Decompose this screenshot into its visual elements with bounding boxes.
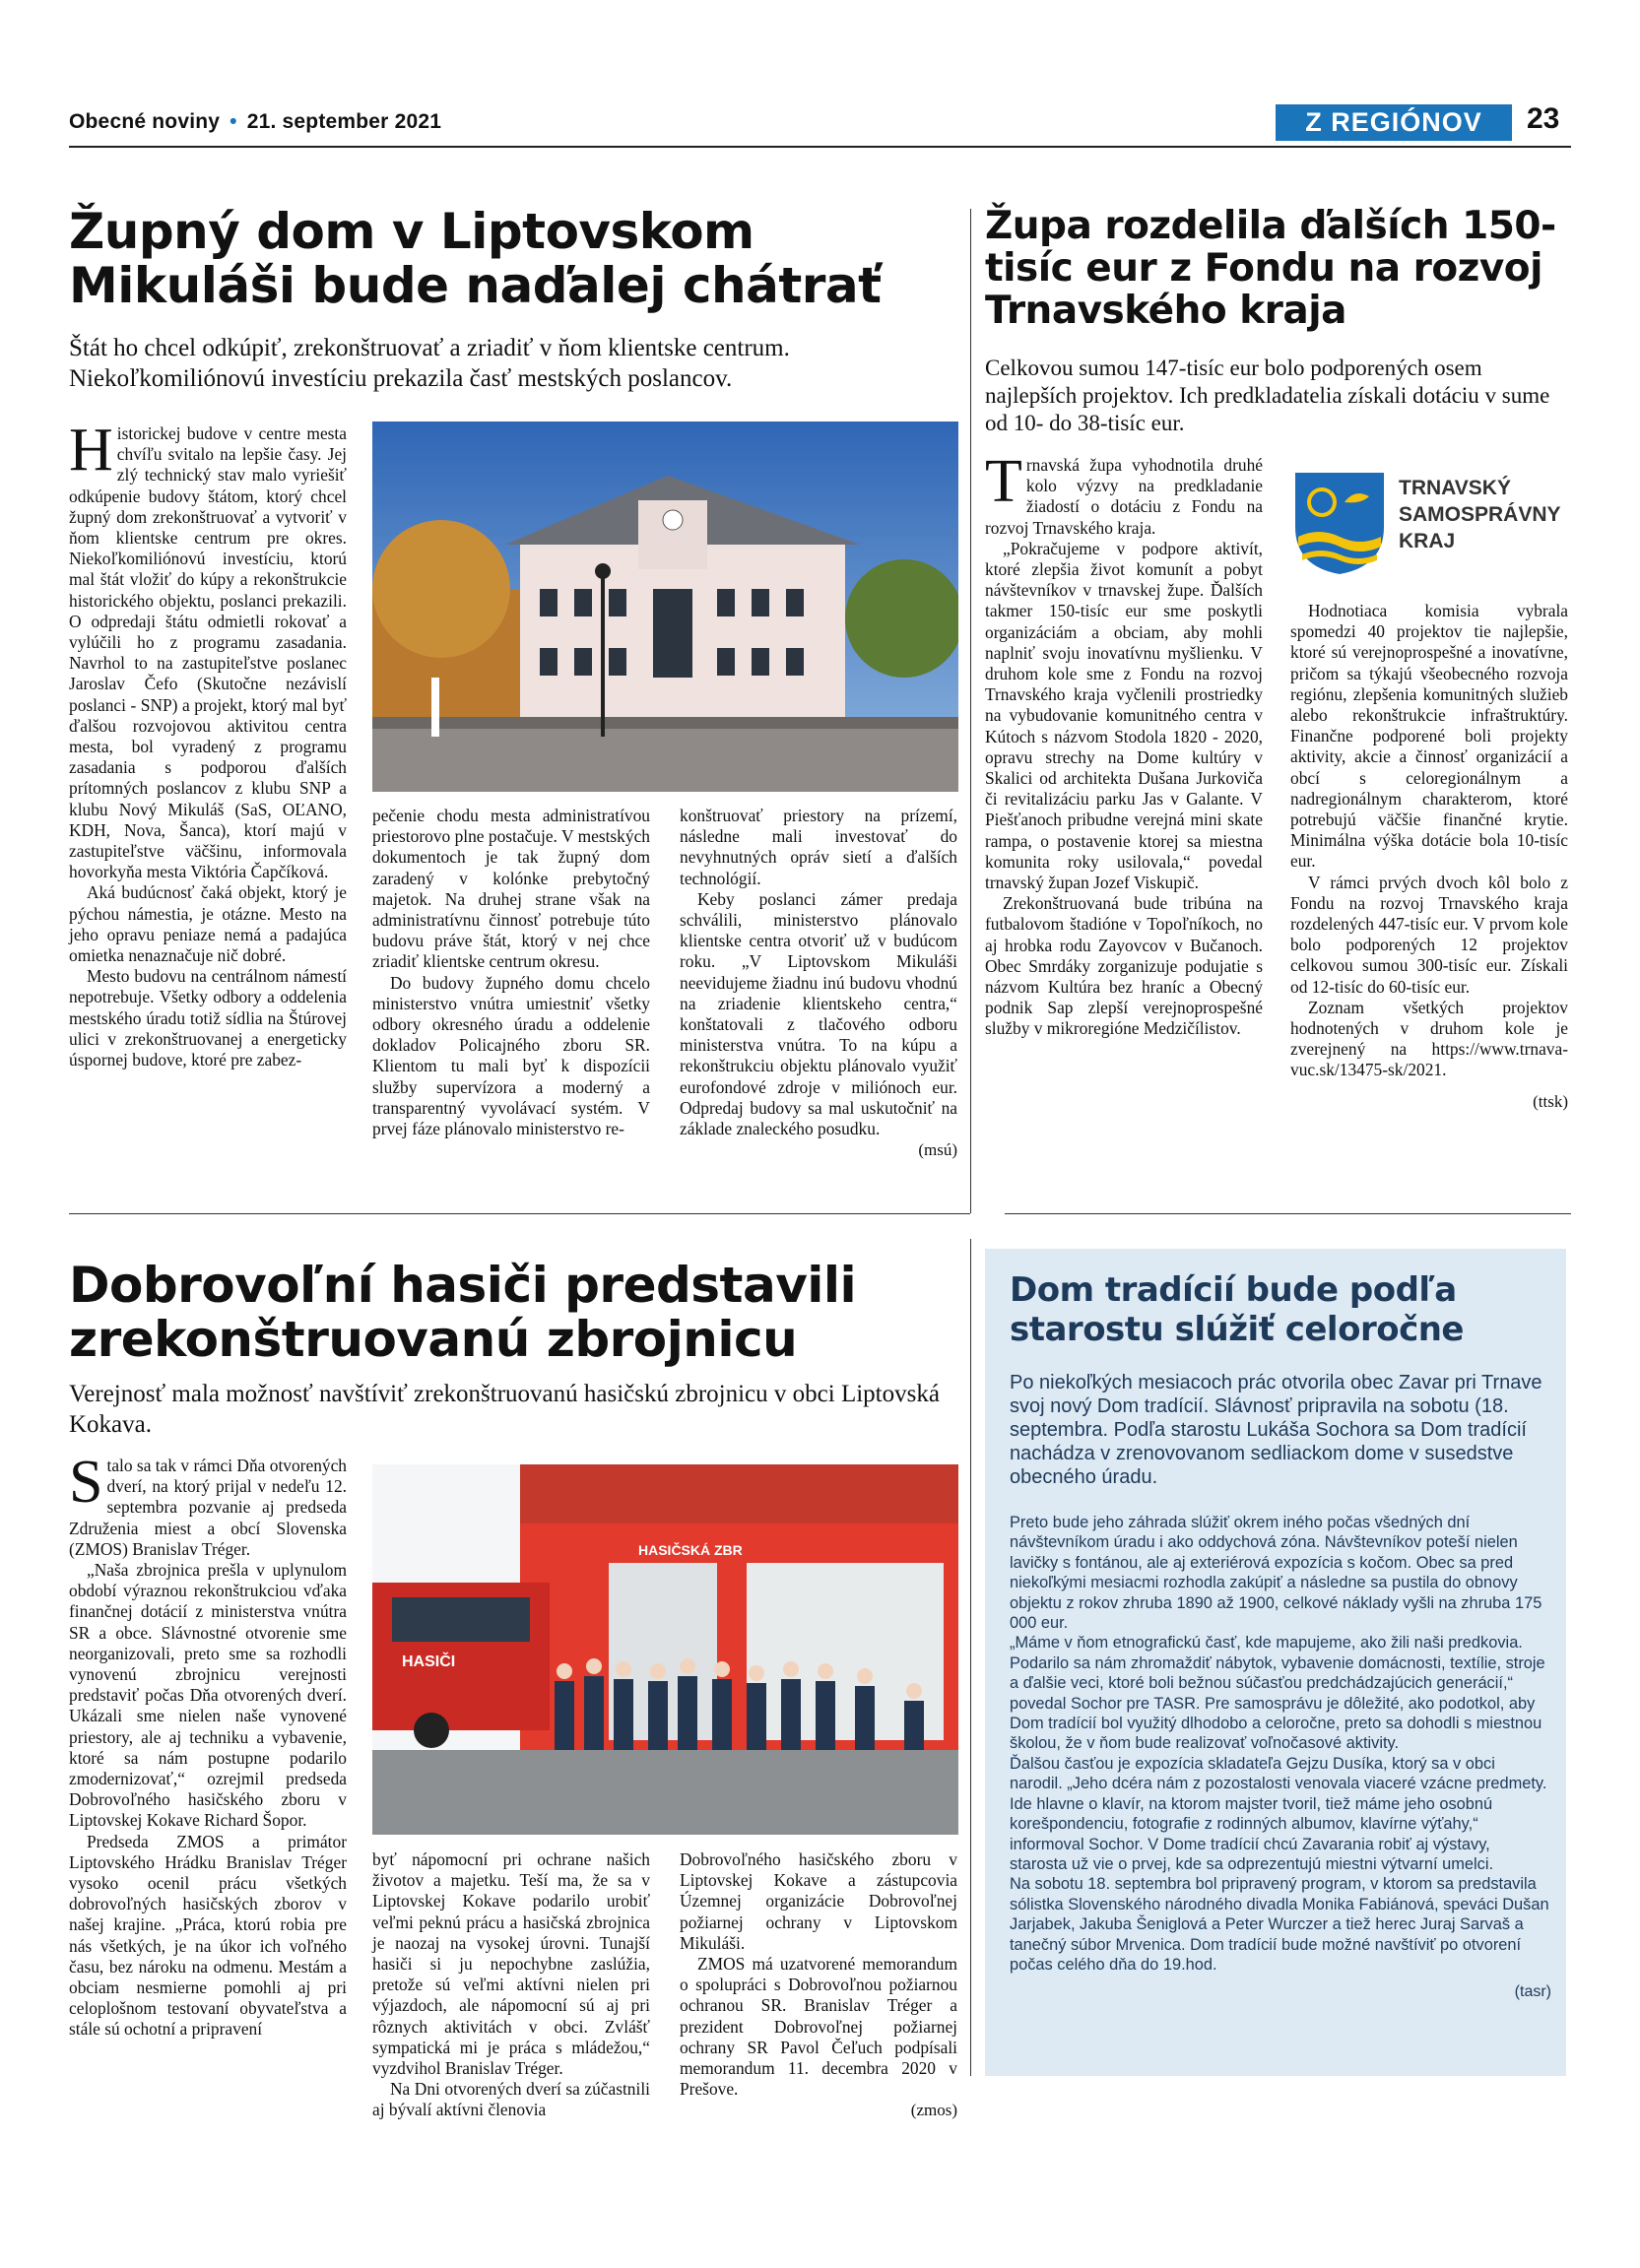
truck-label: HASIČI [402,1653,456,1670]
issue-date: 21. september 2021 [246,110,442,133]
signature: (tasr) [1514,1983,1551,2001]
section-divider-left [69,1213,970,1214]
article2-column-2 [1290,601,1568,1112]
article2-title: Župa rozdelila ďalších 150-tisíc eur z Fondu na rozvoj Trnavského kraja [985,204,1556,333]
paragraph: istorickej budove v centre mesta chvíľu svitalo na lepšie časy. Jej zlý technický stav malo vyriešiť odkúpenie budovy štátom, ktorý chcel župný dom zrekonštruovať a vytvoriť v ňom klientske centrum pre okres. Niekoľkomiliónovú investíciu, ktorú mal štát vložiť do kúpy a rekonštrukcie historického objektu, poslanci prekazili. O odpredaji štátu odmietli rokovať a vylúčili ho z programu zasadania. Navrhol to na zastupiteľstve poslanec Jaroslav Čefo (Skutočne nezávislí poslanci - SNP) a projekt, ktorý mal byť ďalšou rozvojovou aktivitou centra mesta, bol vyradený z programu zasadania s podporou ďalších prítomných poslancov z klubu SNP a klubu Nový Mikuláš (SaS, OĽANO, KDH, Nova, Šanca), ktorí majú v zastupiteľstve väčšinu, informovala hovorkyňa mesta Viktória Čapčíková. [69,423,347,882]
paragraph: Na Dni otvorených dverí sa zúčastnili aj bývalí aktívni členovia [372,2079,650,2120]
article2-lead: Celkovou sumou 147-tisíc eur bolo podporených osem najlepších projektov. Ich predkladatelia získali dotáciu v sume od 10- do 38-tisíc eur. [985,356,1550,435]
masthead [69,110,441,134]
townhall-photo [372,421,958,792]
paragraph: „Máme v ňom etnografickú časť, kde mapujeme, ako žili naši predkovia. Podarilo sa nám zhromaždiť nábytok, vybavenie domácnosti, textílie, stroje a ďalšie veci, ktoré boli bežnou súčasťou predchádzajúcich generácií,“ povedal Sochor pre TASR. Pre samosprávu je dôležité, ako podotkol, aby Dom tradícií bol využitý dlhodobo a celoročne, preto sa dohodli s miestnou školou, že v ňom bude realizovať voľnočasové aktivity. [1010,1634,1545,1753]
paragraph: Mesto budovu na centrálnom námestí nepotrebuje. Všetky odbory a oddelenia mestského úradu totiž sídlia na Štúrovej ulici v zrekonštruovanej a energeticky úspornej budove, ktoré pre zabez- [69,966,347,1070]
paragraph: Keby poslanci zámer predaja schválili, ministerstvo plánovalo klientske centra otvoriť už v budúcom roku. „V Liptovskom Mikuláši neevidujeme žiadnu inú budovu vhodnú na zriadenie klientskeho centra,“ konštatovali z tlačového odboru ministerstva vnútra. To na kúpu a rekonštrukciu objektu plánovalo využiť eurofondové zdroje v miliónoch eur. Odpredaj budovy sa mal uskutočniť na základe znaleckého posudku. [680,888,957,1139]
paragraph: „Pokračujeme v podpore aktivít, ktoré zlepšia život komunít a pobyt návštevníkov v trnavskej župe. Ďalších takmer 150-tisíc eur sme poskytli organizáciám a obciam, aby mohli naplniť svoju inovatívnu myšlienku. V druhom kole sme z Fondu na rozvoj Trnavského kraja vyčlenili prostriedky na vybudovanie komunitného centra v Kútoch s názvom Stodola 1820 - 2020, opravu strechy na Dome kultúry v Skalici od architekta Dušana Jurkoviča či revitalizáciu parku Jas v Galante. V Piešťanoch pribudne verejná mini skate rampa, o postavenie ktorej sa miestna komunita roky usilovala,“ povedal trnavský župan Jozef Viskupič. [985,538,1263,893]
paragraph: Zoznam všetkých projektov hodnotených v druhom kole je zverejnený na https://www.trnava-vuc.sk/13475-sk/2021. [1290,997,1568,1080]
column-divider-bottom [970,1239,971,2076]
article1-column-3 [680,806,957,1160]
header-rule [69,146,1571,148]
drop-cap: H [69,417,113,484]
paragraph: pečenie chodu mesta administratívou priestorovo plne postačuje. V mestských dokumentoch je tak župný dom zaradený v kolónke prebytočný majetok. Na druhej strane však na administratívnu činnosť potrebuje túto budovu práve štát, ktorý v nej chce zriadiť klientske centrum okresu. [372,806,650,972]
drop-cap: S [69,1449,103,1516]
article3-column-3 [680,1849,957,2121]
logo-line: SAMOSPRÁVNY [1399,503,1561,526]
signature: (msú) [918,1140,957,1160]
paragraph: Aká budúcnosť čaká objekt, ktorý je pýchou námestia, je otázne. Mesto na jeho opravu peniaze nemá a padajúca omietka nenaznačuje nič dobré. [69,882,347,966]
article3-column-2 [372,1849,650,2121]
paragraph: Na sobotu 18. septembra bol pripravený program, v ktorom sa predstavila sólistka Slovenského národného divadla Monika Fabiánová, speváci Dušan Jarjabek, Jakuba Šeniglová a Peter Wurczer a tiež herec Juraj Sarvaš a tanečný súbor Mrvenica. Dom tradícií bude možné navštíviť po otvorení počas celého dňa do 19.hod. [1010,1875,1549,1974]
paragraph: talo sa tak v rámci Dňa otvorených dverí, na ktorý prijal v nedeľu 12. septembra pozvanie aj predseda Združenia miest a obcí Slovenska (ZMOS) Branislav Tréger. [69,1456,347,1559]
separator-dot: • [230,110,237,133]
paragraph: byť nápomocní pri ochrane našich životov a majetku. Teší ma, že sa v Liptovskej Kokave podarilo urobiť veľmi peknú prácu a hasičská zbrojnica je naozaj na vysokej úrovni. Tunajší hasiči si ju nepochybne zaslúžia, pretože sú veľmi aktívni nielen pri výjazdoch, ale nápomocní sú aj pri rôznych aktivitách v obci. Zvlášť sympatická mi je práca s mládežou,“ vyzdvihol Branislav Tréger. [372,1849,650,2079]
paragraph: Preto bude jeho záhrada slúžiť okrem iného počas všedných dní návštevníkom úradu i ako oddychová zóna. Návštevníkov poteší nielen lavičky s fontánou, ale aj exteriérová expozícia s kočom. Obec sa pred niekoľkými mesiacmi rozhodla zakúpiť a následne sa pustila do obnovy objektu z rokov zhruba 1890 až 1900, celkové náklady vyšli na zhruba 175 000 eur. [1010,1514,1542,1633]
logo-line: TRNAVSKÝ [1399,477,1511,499]
paragraph: „Naša zbrojnica prešla v uplynulom období výraznou rekonštrukciou vďaka finančnej dotácií z ministerstva vnútra SR a obce. Slávnostné otvorenie sme neorganizovali, preto sme sa rozhodli vynovenú zbrojnicu verejnosti predstaviť počas Dňa otvorených dverí. Ukázali sme nielen naše vynovené priestory, ale aj techniku a vybavenie, ktoré sa nám postupne podarilo zmodernizovať,“ ozrejmil predseda Dobrovoľného hasičského zboru v Liptovskej Kokave Richard Šopor. [69,1560,347,1831]
paragraph: Dobrovoľného hasičského zboru v Liptovskej Kokave a zástupcovia Územnej organizácie Dobrovoľnej požiarnej ochrany v Liptovskom Mikuláši. [680,1849,957,1953]
article3-title: Dobrovoľní hasiči predstavili zrekonštruovanú zbrojnicu [69,1257,857,1368]
article1-title: Župný dom v Liptovskom Mikuláši bude naďalej chátrať [69,203,882,314]
signature: (ttsk) [1533,1091,1568,1111]
drop-cap: T [985,448,1022,515]
article4-title: Dom tradícií bude podľa starostu slúžiť celoročne [1010,1270,1464,1349]
coat-of-arms-icon [1290,468,1389,576]
logo-line: KRAJ [1399,530,1456,552]
paragraph: ZMOS má uzatvorené memorandum o spolupráci s Dobrovoľnou požiarnou ochranou SR. Branislav Tréger a prezident Dobrovoľnej požiarnej ochrany SR Pavol Čeľuch podpísali memorandum 11. decembra 2020 v Prešove. [680,1954,957,2100]
article1-column-2 [372,806,650,1139]
paragraph: Hodnotiaca komisia vybrala spomedzi 40 projektov tie najlepšie, ktoré sú verejnoprospešné a inovatívne, pričom sa týkajú všeobecného rozvoja regiónu, zlepšenia komunitných služieb alebo rekonštrukcie infraštruktúry. Finančne podporené boli projekty aktivity, akcie a činnosť organizácií a obcí s celoregionálnym a nadregionálnym charakterom, ktoré potrebujú väčšie finančné krytie. Minimálna výška dotácie bola 10-tisíc eur. [1290,601,1568,872]
paragraph: Zrekonštruovaná bude tribúna na futbalovom štadióne v Topoľníkoch, no aj hrobka rodu Zayovcov v Bučanoch. Obec Smrdáky zorganizuje podujatie s názvom Kultúra bez hraníc a Obecný podnik Sap zlepší verejnoprospešné služby v mikroregióne Medzičílistov. [985,893,1263,1039]
column-divider-top [970,209,971,1213]
paragraph: Predseda ZMOS a primátor Liptovského Hrádku Branislav Tréger vysoko ocenil prácu všetkých dobrovoľných hasičských zborov v našej krajine. „Práca, ktorú robia pre nás všetkých, je na úkor ich voľného času, bez nároku na odmenu. Mestám a obciam nesmierne pomohli aj pri celoplošnom testovaní obyvateľstva a stále sú ochotní a pripravení [69,1831,347,2040]
paragraph: Do budovy župného domu chcelo ministerstvo vnútra umiestniť všetky odbory okresného úradu a oddelenie dokladov Policajného zboru SR. Klientom tu mali byť k dispozícii služby supervízora a moderný a transparentný vyvolávací systém. V prvej fáze plánovalo ministerstvo re- [372,972,650,1139]
paragraph: konštruovať priestory na prízemí, následne mali investovať do nevyhnutných opráv sietí a ďalších technológií. [680,806,957,888]
article4-lead: Po niekoľkých mesiacoch prác otvorila obec Zavar pri Trnave svoj nový Dom tradícií. Slávnosť pripravila na sobotu (18. septembra. Podľa starostu Lukáša Sochora sa Dom tradícií nachádza v zrenovovanom sedliackom dome v susedstve obecného úradu. [1010,1372,1542,1488]
article3-column-1 [69,1449,347,2041]
paragraph: V rámci prvých dvoch kôl bolo z Fondu na rozvoj Trnavského kraja rozdelených 447-tisíc eur. V prvom kole bolo podporených 12 projektov celkovou sumou 300-tisíc eur. Získali od 12-tisíc do 60-tisíc eur. [1290,872,1568,997]
page-number: 23 [1527,102,1560,135]
paragraph: Ďalšou časťou je expozícia skladateľa Gejzu Dusíka, ktorý sa v obci narodil. „Jeho dcéra nám z pozostalosti venovala viaceré vzácne predmety. Ide hlavne o klavír, na ktorom majster tvoril, tiež máme jeho osobnú korešpondenciu, fotografie z rodinných albumov, klavírne výťahy,“ informoval Sochor. V Dome tradícií chcú Zavarania robiť aj výstavy, starosta už vie o prvej, kde sa odprezentujú miestni výtvarní umelci. [1010,1754,1547,1873]
article1-lead: Štát ho chcel odkúpiť, zrekonštruovať a zriadiť v ňom klientske centrum. Niekoľkomiliónovú investíciu prekazila časť mestských poslancov. [69,335,790,392]
article3-lead: Verejnosť mala možnosť navštíviť zrekonštruovanú hasičskú zbrojnicu v obci Liptovská Kokava. [69,1381,940,1438]
building-sign: HASIČSKÁ ZBR [638,1542,743,1558]
paragraph: rnavská župa vyhodnotila druhé kolo výzvy na predkladanie žiadostí o dotáciu z Fondu na rozvoj Trnavského kraja. [985,455,1263,538]
article2-column-1 [985,448,1263,1040]
logo-wordmark [1399,475,1561,554]
section-label: Z REGIÓNOV [1276,104,1512,141]
article4-body [1010,1513,1551,2003]
publication-name: Obecné noviny [69,110,221,133]
firestation-photo [372,1464,958,1835]
section-divider-right [1005,1213,1571,1214]
article1-column-1 [69,417,347,1070]
signature: (zmos) [910,2101,957,2120]
